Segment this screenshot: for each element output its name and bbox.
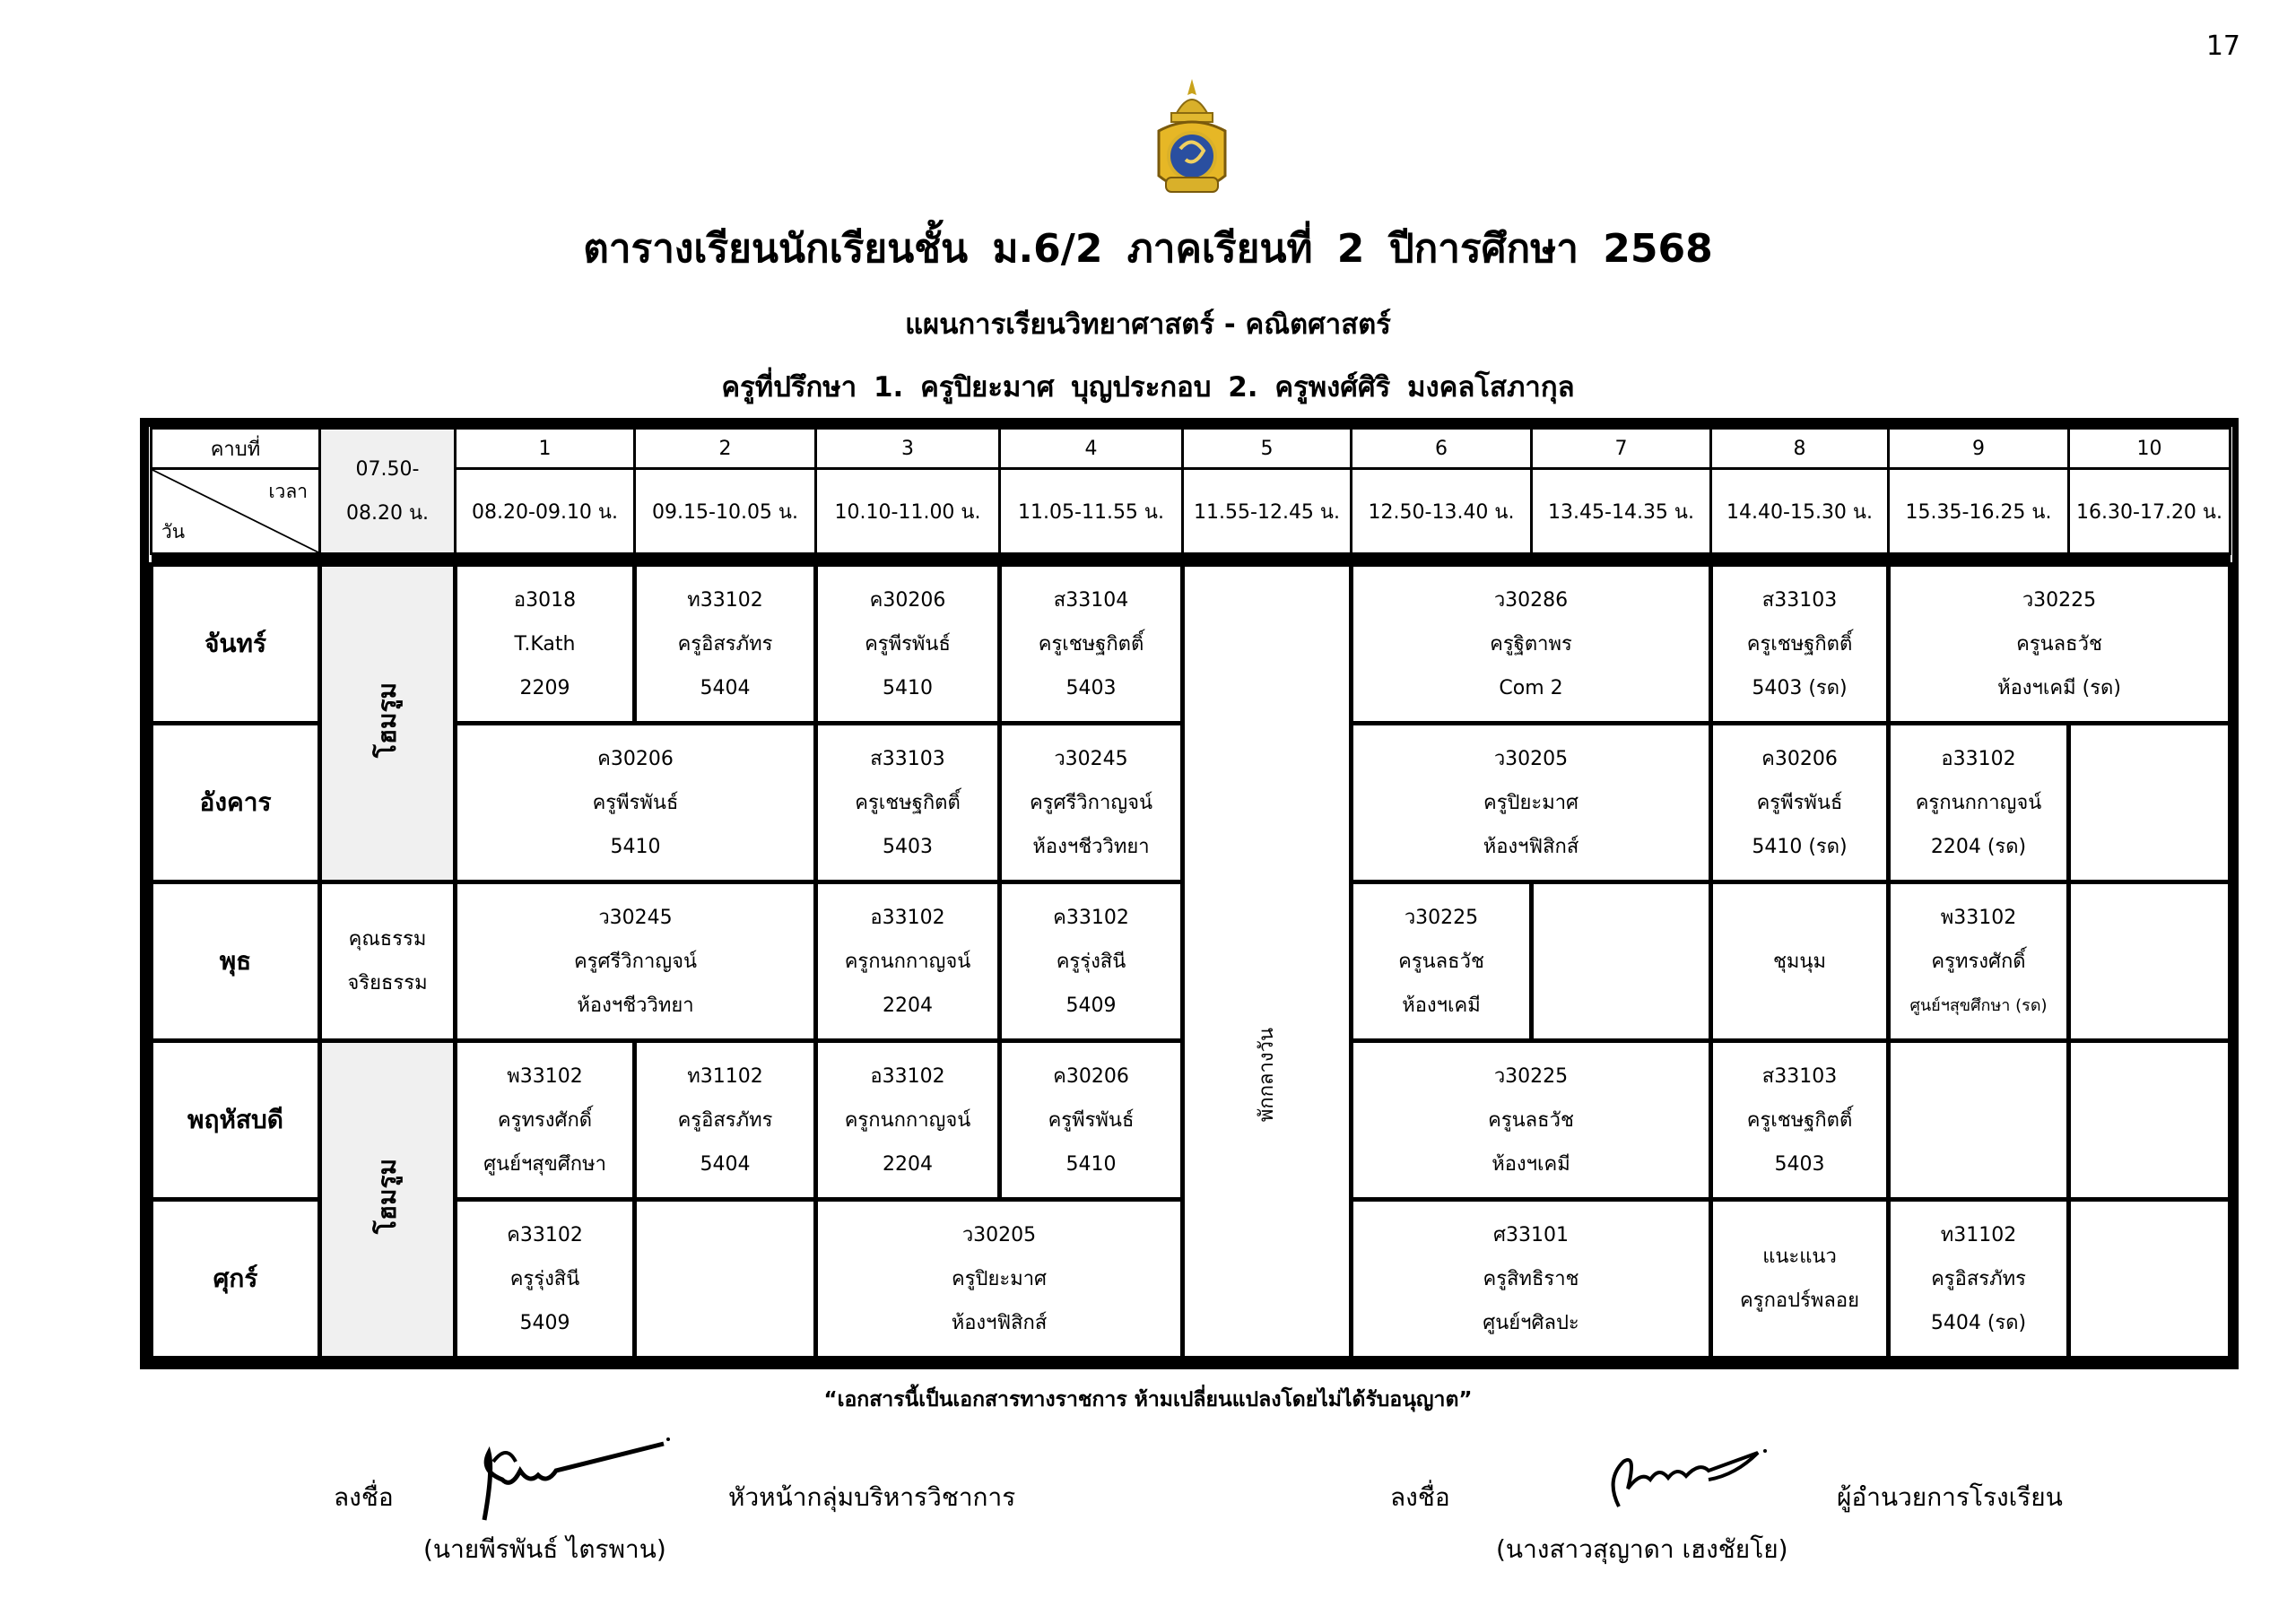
period-time: 10.10-11.00 น. — [816, 469, 1000, 554]
room: ห้องฯฟิสิกส์ — [951, 1311, 1048, 1334]
homeroom-time-start: 07.50- — [355, 457, 420, 481]
day-name: อังคาร — [152, 724, 320, 882]
room: ห้องฯชีววิทยา — [1032, 835, 1150, 858]
room: 5410 (รด) — [1752, 835, 1848, 858]
homeroom-label: โฮมรูม — [372, 1159, 402, 1235]
teacher-name: ครูนลธวัช — [2016, 632, 2102, 656]
teacher-name: ครูศรีวิกาญจน์ — [1029, 791, 1153, 814]
period-number: 3 — [816, 429, 1000, 469]
subject-code: ท33102 — [687, 588, 763, 612]
day-name: จันทร์ — [152, 565, 320, 724]
subject-code: ว30205 — [961, 1223, 1037, 1246]
homeroom-time-end: 08.20 น. — [345, 501, 429, 525]
teacher-name: ครูปิยะมาศ — [951, 1267, 1048, 1290]
room: 5403 — [1774, 1152, 1825, 1176]
class-cell — [1889, 1200, 2069, 1359]
room: 5410 — [1065, 1152, 1117, 1176]
period-time: 15.35-16.25 น. — [1889, 469, 2069, 554]
subject-code: ค30206 — [1761, 747, 1838, 770]
day-label: วัน — [161, 521, 186, 543]
header-separator — [152, 554, 2231, 565]
class-cell — [1711, 1200, 1889, 1359]
period-time: 08.20-09.10 น. — [456, 469, 635, 554]
subject-code: ว30205 — [1493, 747, 1569, 770]
empty-cell — [2069, 1041, 2231, 1200]
period-number: 10 — [2069, 429, 2231, 469]
study-plan-subtitle: แผนการเรียนวิทยาศาสตร์ - คณิตศาสตร์ — [905, 308, 1391, 341]
class-cell — [1000, 1041, 1183, 1200]
room: ห้องฯชีววิทยา — [577, 994, 694, 1017]
class-cell — [816, 882, 1000, 1041]
teacher-name: ครูสิทธิราช — [1483, 1267, 1579, 1290]
empty-cell — [1532, 882, 1711, 1041]
day-row — [152, 565, 2231, 724]
lunch-break-label: พักกลางวัน — [1256, 1028, 1278, 1123]
ethics-cell — [320, 882, 456, 1041]
class-cell — [1352, 1041, 1711, 1200]
ethics-label: คุณธรรม — [348, 928, 427, 951]
empty-cell — [2069, 882, 2231, 1041]
class-cell — [456, 882, 816, 1041]
room: ห้องฯเคมี (รด) — [1997, 676, 2121, 699]
day-name: ศุกร์ — [152, 1200, 320, 1359]
class-cell — [1889, 565, 2231, 724]
period-time: 12.50-13.40 น. — [1352, 469, 1532, 554]
period-time: 11.55-12.45 น. — [1183, 469, 1352, 554]
class-cell — [816, 1041, 1000, 1200]
teacher-name: ครูศรีวิกาญจน์ — [573, 950, 698, 973]
subject-code: พ33102 — [507, 1064, 583, 1088]
lunch-break-cell — [1183, 565, 1352, 1359]
official-document-notice: “เอกสารนี้เป็นเอกสารทางราชการ ห้ามเปลี่ยนแปลงโดยไม่ได้รับอนุญาต” — [823, 1388, 1473, 1411]
teacher-name: ครูเชษฐกิตติ์ — [1746, 632, 1853, 656]
class-cell — [456, 724, 816, 882]
subject-code: ค30206 — [1053, 1064, 1129, 1088]
subject-code: อ33102 — [1941, 747, 2016, 770]
sign-label-left: ลงชื่อ — [334, 1482, 394, 1512]
subject-code: ท31102 — [687, 1064, 763, 1088]
advisors-line: ครูที่ปรึกษา 1. ครูปิยะมาศ บุญประกอบ 2. ครูพงศ์ศิริ มงคลโสภากุล — [721, 371, 1575, 404]
empty-cell — [1889, 1041, 2069, 1200]
class-cell — [1352, 724, 1711, 882]
ethics-label: จริยธรรม — [347, 972, 428, 994]
teacher-name: ครูอิสรภัทร — [1931, 1267, 2026, 1290]
class-cell — [635, 1041, 816, 1200]
signature-left — [466, 1435, 673, 1524]
room: ห้องฯฟิสิกส์ — [1483, 835, 1579, 858]
period-number: 2 — [635, 429, 816, 469]
subject-code: ค33102 — [507, 1223, 583, 1246]
class-cell — [1352, 565, 1711, 724]
room: 2209 — [519, 676, 570, 699]
class-cell — [1352, 1200, 1711, 1359]
class-cell — [1889, 882, 2069, 1041]
empty-cell — [2069, 1200, 2231, 1359]
homeroom-cell — [320, 565, 456, 882]
class-cell — [456, 1200, 635, 1359]
room: ศูนย์ฯศิลปะ — [1483, 1311, 1579, 1334]
subject-code: ค30206 — [869, 588, 946, 612]
period-number: 7 — [1532, 429, 1711, 469]
room: 5404 — [700, 1152, 751, 1176]
day-name: พฤหัสบดี — [152, 1041, 320, 1200]
teacher-name: ครูเชษฐกิตติ์ — [1746, 1108, 1853, 1132]
period-number: 5 — [1183, 429, 1352, 469]
subject-code: ส33103 — [1761, 588, 1838, 612]
class-cell — [1889, 724, 2069, 882]
period-number: 1 — [456, 429, 635, 469]
name-right: (นางสาวสุญาดา เฮงชัยโย) — [1496, 1534, 1788, 1564]
class-cell — [1711, 724, 1889, 882]
subject-code: แนะแนว — [1762, 1246, 1837, 1268]
teacher-name: ครูปิยะมาศ — [1483, 791, 1579, 814]
class-cell — [1711, 1041, 1889, 1200]
class-cell — [1000, 724, 1183, 882]
subject-code: ว30245 — [1054, 747, 1128, 770]
subject-code: ว30245 — [598, 906, 673, 929]
period-time: 14.40-15.30 น. — [1711, 469, 1889, 554]
subject-code: ส33103 — [1761, 1064, 1838, 1088]
class-cell — [1000, 565, 1183, 724]
page-number: 17 — [2205, 30, 2240, 62]
class-cell — [1352, 882, 1532, 1041]
signature-right — [1601, 1444, 1771, 1515]
subject-code: ศ33101 — [1493, 1223, 1569, 1246]
room: 5410 — [883, 676, 933, 699]
room: ศูนย์ฯสุขศึกษา — [483, 1152, 606, 1176]
subject-code: ท31102 — [1940, 1223, 2017, 1246]
room: 2204 — [883, 994, 933, 1017]
room: 5404 (รด) — [1930, 1311, 2027, 1334]
empty-cell — [2069, 724, 2231, 882]
teacher-name: ครูพีรพันธ์ — [1048, 1108, 1135, 1132]
teacher-name: ครูฐิตาพร — [1490, 632, 1572, 656]
teacher-name: ครูกอปร์พลอย — [1740, 1290, 1859, 1312]
page-title: ตารางเรียนนักเรียนชั้น ม.6/2 ภาคเรียนที่ 2 ปีการศึกษา 2568 — [583, 226, 1713, 272]
room: 5403 — [883, 835, 933, 858]
teacher-name: ครูอิสรภัทร — [677, 632, 773, 656]
teacher-name: ครูเชษฐกิตติ์ — [1038, 632, 1144, 656]
room: 5409 — [1065, 994, 1117, 1017]
teacher-name: ครูเชษฐกิตติ์ — [855, 791, 961, 814]
room: 2204 — [883, 1152, 933, 1176]
sign-label-right: ลงชื่อ — [1390, 1482, 1450, 1512]
room: 2204 (รด) — [1930, 835, 2027, 858]
class-cell — [816, 1200, 1183, 1359]
empty-cell — [635, 1200, 816, 1359]
room: 5410 — [610, 835, 661, 858]
teacher-name: ครูอิสรภัทร — [677, 1108, 773, 1132]
subject-code: พ33102 — [1940, 906, 2017, 929]
subject-code: ว30225 — [2022, 588, 2097, 612]
teacher-name: ครูกนกกาญจน์ — [1915, 791, 2042, 814]
activity-name: ชุมนุม — [1773, 950, 1826, 973]
school-emblem-logo — [1150, 77, 1234, 203]
teacher-name: ครูรุ่งสินี — [509, 1267, 580, 1290]
position-left: หัวหน้ากลุ่มบริหารวิชาการ — [728, 1482, 1016, 1512]
teacher-name: ครูทรงศักดิ์ — [1931, 950, 2026, 973]
period-time: 13.45-14.35 น. — [1532, 469, 1711, 554]
class-cell — [1000, 882, 1183, 1041]
teacher-name: ครูกนกกาญจน์ — [844, 1108, 971, 1132]
subject-code: อ3018 — [513, 588, 577, 612]
room: 5403 (รด) — [1752, 676, 1848, 699]
room: 5403 — [1065, 676, 1117, 699]
day-name: พุธ — [152, 882, 320, 1041]
period-number: 9 — [1889, 429, 2069, 469]
room: 5404 — [700, 676, 751, 699]
period-number: 4 — [1000, 429, 1183, 469]
room: 5409 — [519, 1311, 570, 1334]
time-label: เวลา — [268, 481, 308, 502]
subject-code: อ33102 — [870, 906, 945, 929]
class-cell — [456, 1041, 635, 1200]
teacher-name: ครูพีรพันธ์ — [592, 791, 679, 814]
room: ห้องฯเคมี — [1492, 1152, 1570, 1176]
position-right: ผู้อำนวยการโรงเรียน — [1837, 1482, 2063, 1512]
day-time-corner-cell — [152, 469, 320, 554]
subject-code: ว30286 — [1493, 588, 1569, 612]
room: Com 2 — [1499, 676, 1563, 699]
subject-code: อ33102 — [870, 1064, 945, 1088]
class-cell — [1711, 565, 1889, 724]
class-cell — [1711, 882, 1889, 1041]
period-time: 16.30-17.20 น. — [2069, 469, 2231, 554]
room: ห้องฯเคมี — [1402, 994, 1481, 1017]
teacher-name: ครูทรงศักดิ์ — [497, 1108, 593, 1132]
class-cell — [816, 724, 1000, 882]
teacher-name: ครูรุ่งสินี — [1056, 950, 1126, 973]
subject-code: ค30206 — [597, 747, 674, 770]
homeroom-cell — [320, 1041, 456, 1359]
teacher-name: ครูพีรพันธ์ — [865, 632, 951, 656]
subject-code: ส33104 — [1053, 588, 1129, 612]
teacher-name: ครูนลธวัช — [1398, 950, 1484, 973]
period-number: 8 — [1711, 429, 1889, 469]
period-time: 11.05-11.55 น. — [1000, 469, 1183, 554]
subject-code: ส33103 — [870, 747, 945, 770]
teacher-name: ครูพีรพันธ์ — [1756, 791, 1843, 814]
teacher-name: ครูกนกกาญจน์ — [844, 950, 971, 973]
name-left: (นายพีรพันธ์ ไตรพาน) — [423, 1534, 666, 1564]
class-cell — [816, 565, 1000, 724]
class-cell — [635, 565, 816, 724]
room: ศูนย์ฯสุขศึกษา (รด) — [1909, 995, 2048, 1015]
period-time: 09.15-10.05 น. — [635, 469, 816, 554]
class-cell — [456, 565, 635, 724]
period-header-label: คาบที่ — [152, 429, 320, 469]
subject-code: ค33102 — [1053, 906, 1129, 929]
homeroom-time-cell — [320, 429, 456, 554]
subject-code: ว30225 — [1404, 906, 1479, 929]
teacher-name: T.Kath — [514, 632, 576, 656]
subject-code: ว30225 — [1493, 1064, 1569, 1088]
teacher-name: ครูนลธวัช — [1488, 1108, 1574, 1132]
timetable — [140, 418, 2239, 1369]
homeroom-label: โฮมรูม — [372, 682, 402, 759]
period-number: 6 — [1352, 429, 1532, 469]
